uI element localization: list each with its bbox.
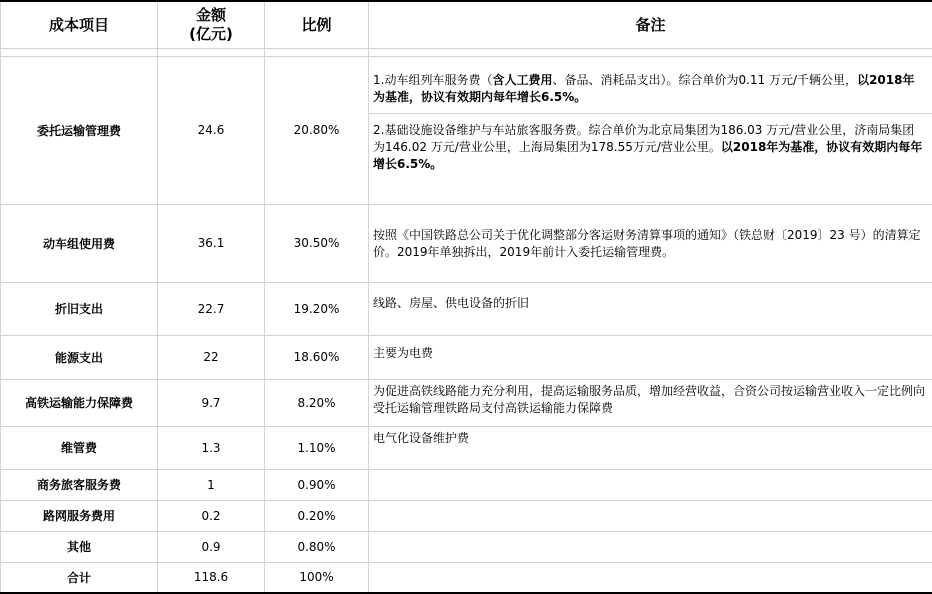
ratio-cell: 0.20% [265, 500, 369, 531]
ratio-cell: 18.60% [265, 335, 369, 379]
note-cell [369, 531, 932, 562]
table-row [1, 56, 932, 204]
header-amount [158, 1, 265, 48]
total-row [1, 562, 932, 593]
cost-item-cell: 商务旅客服务费 [1, 469, 158, 500]
table-row [1, 500, 932, 531]
cost-item-cell: 维管费 [1, 426, 158, 469]
cost-item-cell: 能源支出 [1, 335, 158, 379]
ratio-cell: 0.80% [265, 531, 369, 562]
cost-item-cell: 其他 [1, 531, 158, 562]
table-row [1, 282, 932, 335]
note-cell [369, 469, 932, 500]
note-cell: 为促进高铁线路能力充分利用，提高运输服务品质，增加经营收益，合资公司按运输营业收入一定比例向受托运输管理铁路局支付高铁运输能力保障费 [369, 379, 932, 426]
header-amount-line1: 金额 [158, 6, 264, 25]
ratio-cell: 8.20% [265, 379, 369, 426]
note-bold-text: 以2018年为基准，协议有效期内每年增长6.5%。 [373, 73, 914, 104]
ratio-cell: 19.20% [265, 282, 369, 335]
ratio-cell: 20.80% [265, 56, 369, 204]
note-text: 、备品、消耗品支出）。综合单价为0.11 万元/千辆公里， [552, 73, 857, 87]
header-ratio: 比例 [265, 1, 369, 48]
total-amount-cell: 118.6 [158, 562, 265, 593]
note-bold-text: 以2018年为基准，协议有效期内每年增长6.5%。 [373, 140, 922, 171]
note-cell: 电气化设备维护费 [369, 426, 932, 469]
amount-cell: 1.3 [158, 426, 265, 469]
note-cell: 线路、房屋、供电设备的折旧 [369, 282, 932, 335]
note-part-2 [369, 114, 932, 173]
header-row [1, 1, 932, 48]
note-text: 1.动车组列车服务费（ [373, 73, 492, 87]
table-row [1, 335, 932, 379]
note-text: 2.基础设施设备维护与车站旅客服务费。综合单价为北京局集团为186.03 万元/营业公里，济南局集团为146.02 万元/营业公里，上海局集团为178.55万元/营业公里。 [373, 123, 914, 154]
note-cell: 主要为电费 [369, 335, 932, 379]
spacer-cell [369, 48, 932, 56]
header-item: 成本项目 [1, 1, 158, 48]
note-cell: 按照《中国铁路总公司关于优化调整部分客运财务清算事项的通知》（铁总财〔2019〕23 号）的清算定价。2019年单独拆出，2019年前计入委托运输管理费。 [369, 204, 932, 282]
table-row [1, 379, 932, 426]
cost-item-cell: 折旧支出 [1, 282, 158, 335]
note-part-1 [369, 72, 932, 114]
amount-cell: 0.9 [158, 531, 265, 562]
table-row [1, 426, 932, 469]
amount-cell: 9.7 [158, 379, 265, 426]
spacer-row [1, 48, 932, 56]
cost-item-cell: 动车组使用费 [1, 204, 158, 282]
note-bold-text: 含人工费用 [492, 73, 552, 87]
spacer-cell [265, 48, 369, 56]
total-label-cell: 合计 [1, 562, 158, 593]
table-row [1, 204, 932, 282]
header-note: 备注 [369, 1, 932, 48]
spacer-cell [1, 48, 158, 56]
amount-cell: 0.2 [158, 500, 265, 531]
ratio-cell: 30.50% [265, 204, 369, 282]
ratio-cell: 1.10% [265, 426, 369, 469]
header-amount-line2: (亿元) [158, 25, 264, 44]
table-row [1, 469, 932, 500]
amount-cell: 22.7 [158, 282, 265, 335]
amount-cell: 36.1 [158, 204, 265, 282]
cost-item-cell: 委托运输管理费 [1, 56, 158, 204]
spacer-cell [158, 48, 265, 56]
cost-item-cell: 高铁运输能力保障费 [1, 379, 158, 426]
cost-item-cell: 路网服务费用 [1, 500, 158, 531]
note-cell [369, 56, 932, 204]
amount-cell: 24.6 [158, 56, 265, 204]
amount-cell: 22 [158, 335, 265, 379]
total-ratio-cell: 100% [265, 562, 369, 593]
total-note-cell [369, 562, 932, 593]
ratio-cell: 0.90% [265, 469, 369, 500]
note-cell [369, 500, 932, 531]
amount-cell: 1 [158, 469, 265, 500]
table-row [1, 531, 932, 562]
